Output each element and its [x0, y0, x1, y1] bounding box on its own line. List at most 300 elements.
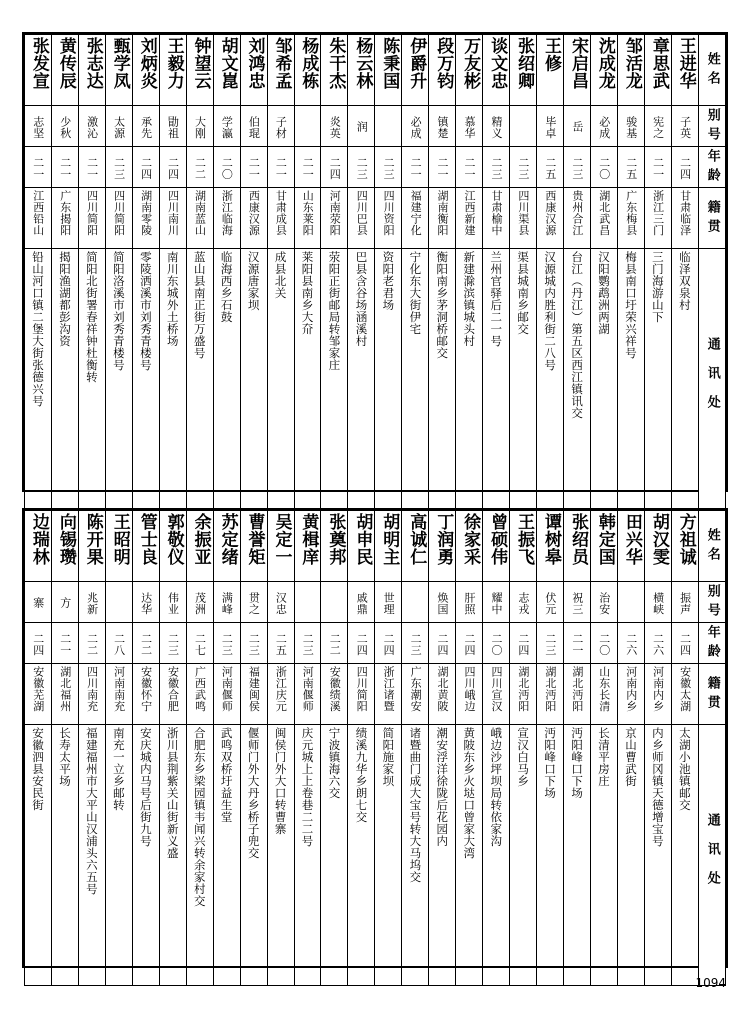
- cell-content: [295, 249, 321, 509]
- cell-content: [483, 664, 509, 724]
- cell-text: 河南内乡: [651, 666, 665, 712]
- cell-text: 润: [355, 121, 369, 133]
- cell-content: [348, 623, 374, 663]
- cell-content: [241, 511, 267, 581]
- cell-name: [510, 35, 537, 106]
- cell-native: [483, 664, 510, 725]
- cell-content: [375, 725, 401, 985]
- cell-text: 二四: [355, 632, 369, 656]
- cell-alias: [240, 582, 267, 623]
- header-text: 姓名: [704, 52, 720, 90]
- cell-content: [106, 511, 132, 581]
- cell-content: [187, 249, 213, 509]
- cell-address: [240, 725, 267, 986]
- cell-content: [375, 249, 401, 509]
- cell-text: 二四: [436, 632, 450, 656]
- cell-content: [241, 725, 267, 985]
- cell-age: [402, 623, 429, 664]
- cell-alias: [267, 582, 294, 623]
- cell-content: [241, 623, 267, 663]
- cell-alias: [429, 582, 456, 623]
- cell-content: [456, 664, 482, 724]
- cell-alias: [456, 582, 483, 623]
- cell-native: [564, 188, 591, 249]
- cell-text: 伟业: [166, 591, 180, 615]
- cell-alias: [186, 106, 213, 147]
- cell-text: 二二: [85, 632, 99, 656]
- cell-name: [591, 511, 618, 582]
- cell-content: [106, 623, 132, 663]
- cell-text: 四川南充: [85, 666, 99, 712]
- cell-content: [106, 35, 132, 105]
- cell-alias: [78, 582, 105, 623]
- cell-content: [510, 249, 536, 509]
- cell-alias: [105, 106, 132, 147]
- header-content: [699, 188, 725, 248]
- cell-native: [564, 664, 591, 725]
- cell-content: [106, 249, 132, 509]
- cell-age: [591, 623, 618, 664]
- cell-content: [375, 35, 401, 105]
- cell-content: [241, 582, 267, 622]
- cell-native: [294, 664, 321, 725]
- cell-text: 二三: [409, 632, 423, 656]
- cell-native: [240, 188, 267, 249]
- cell-text: 刘鸿忠: [244, 37, 265, 90]
- cell-content: [241, 249, 267, 509]
- cell-text: 山东莱阳: [301, 190, 315, 236]
- cell-content: [537, 147, 563, 187]
- cell-text: 黄传辰: [55, 37, 76, 90]
- cell-text: 潮安浮洋徐陇后花园内: [435, 727, 450, 847]
- cell-alias: [564, 582, 591, 623]
- cell-text: 大刚: [193, 115, 207, 139]
- cell-name: [564, 511, 591, 582]
- cell-address: [213, 725, 240, 986]
- cell-age: [213, 623, 240, 664]
- cell-content: [402, 35, 428, 105]
- cell-text: 高诚仁: [406, 513, 427, 566]
- cell-alias: [617, 106, 644, 147]
- cell-content: [456, 249, 482, 509]
- cell-name: [591, 35, 618, 106]
- cell-content: [25, 188, 51, 248]
- cell-text: 杨成栋: [298, 37, 319, 90]
- cell-text: 二三: [355, 156, 369, 180]
- cell-content: [295, 106, 321, 146]
- cell-content: [510, 511, 536, 581]
- cell-text: 满峰: [220, 591, 234, 615]
- cell-content: [321, 664, 347, 724]
- cell-content: [483, 725, 509, 985]
- cell-address: [617, 249, 644, 510]
- cell-address: [644, 249, 671, 510]
- cell-content: [187, 147, 213, 187]
- cell-name: [78, 35, 105, 106]
- cell-text: 二一: [463, 156, 476, 180]
- cell-text: 胡文崑: [217, 37, 238, 90]
- cell-content: [645, 188, 671, 248]
- cell-age: [375, 147, 402, 188]
- cell-content: [79, 188, 105, 248]
- cell-text: 二三: [220, 632, 234, 656]
- cell-text: 偃师门外大丹乡桥子兜交: [246, 727, 261, 859]
- row-names: [25, 35, 726, 106]
- cell-name: [429, 511, 456, 582]
- cell-native: [213, 188, 240, 249]
- cell-text: 蓝山县南正街万盛号: [192, 251, 207, 359]
- cell-address: [105, 249, 132, 510]
- cell-text: 丁润勇: [433, 513, 454, 566]
- cell-text: 二四: [139, 156, 153, 180]
- cell-name: [456, 35, 483, 106]
- cell-native: [537, 664, 564, 725]
- cell-native: [617, 664, 644, 725]
- cell-text: 台江（丹江）第五区西江镇讯交: [570, 251, 585, 419]
- cell-text: 徐家采: [460, 513, 481, 566]
- cell-name: [213, 35, 240, 106]
- cell-text: 焕国: [436, 591, 450, 615]
- cell-address: [510, 725, 537, 986]
- cell-native: [78, 188, 105, 249]
- cell-alias: [105, 582, 132, 623]
- cell-text: 四川简阳: [112, 190, 126, 236]
- cell-alias: [402, 582, 429, 623]
- cell-content: [591, 147, 617, 187]
- cell-content: [214, 249, 240, 509]
- cell-native: [294, 188, 321, 249]
- cell-text: 振声: [678, 591, 692, 615]
- cell-content: [295, 664, 321, 724]
- cell-text: 二七: [193, 632, 207, 656]
- cell-native: [644, 188, 671, 249]
- cell-content: [187, 582, 213, 622]
- header-alias: [698, 106, 725, 147]
- cell-age: [294, 147, 321, 188]
- cell-text: 三门海游山下: [650, 251, 665, 323]
- cell-text: 太源: [112, 115, 126, 139]
- header-text: 年龄: [704, 149, 720, 187]
- cell-age: [644, 147, 671, 188]
- cell-address: [321, 249, 348, 510]
- cell-text: 河南偃师: [301, 666, 315, 712]
- cell-content: [645, 35, 671, 105]
- cell-content: [456, 623, 482, 663]
- cell-content: [214, 147, 240, 187]
- cell-text: 西康汉源: [247, 190, 261, 236]
- cell-alias: [240, 106, 267, 147]
- cell-address: [456, 725, 483, 986]
- cell-name: [51, 35, 78, 106]
- cell-alias: [644, 106, 671, 147]
- cell-text: 广东潮安: [409, 666, 423, 712]
- cell-content: [402, 249, 428, 509]
- cell-text: 二八: [112, 632, 126, 656]
- cell-text: 广东揭阳: [58, 190, 72, 236]
- cell-content: [187, 511, 213, 581]
- cell-text: 临海西乡石鼓: [219, 251, 234, 323]
- cell-content: [133, 623, 159, 663]
- cell-text: 简阳洛溪市刘秀青楼号: [111, 251, 126, 371]
- cell-text: 茂洲: [193, 591, 207, 615]
- cell-content: [618, 725, 644, 985]
- cell-content: [321, 106, 347, 146]
- cell-text: 子英: [678, 115, 692, 139]
- cell-address: [375, 249, 402, 510]
- cell-content: [133, 582, 159, 622]
- cell-content: [564, 511, 590, 581]
- cell-content: [348, 511, 374, 581]
- cell-age: [25, 623, 52, 664]
- cell-name: [348, 35, 375, 106]
- cell-address: [186, 249, 213, 510]
- cell-content: [402, 147, 428, 187]
- cell-text: 伏元: [543, 591, 557, 615]
- header-age: [698, 623, 725, 664]
- cell-age: [483, 147, 510, 188]
- cell-content: [295, 188, 321, 248]
- cell-content: [537, 664, 563, 724]
- cell-age: [564, 147, 591, 188]
- header-content: [699, 664, 725, 724]
- cell-text: 浙江诸暨: [382, 666, 396, 712]
- cell-text: 湖北沔阳: [543, 666, 557, 712]
- cell-address: [429, 725, 456, 986]
- cell-text: 二一: [409, 156, 423, 180]
- cell-age: [294, 623, 321, 664]
- cell-age: [375, 623, 402, 664]
- cell-content: [537, 35, 563, 105]
- cell-text: 朱干杰: [325, 37, 346, 90]
- cell-text: 陈开果: [82, 513, 103, 566]
- header-content: [699, 725, 725, 985]
- cell-address: [591, 249, 618, 510]
- cell-address: [537, 249, 564, 510]
- cell-text: 资阳老君场: [381, 251, 396, 311]
- header-text: 通讯处: [704, 336, 720, 424]
- cell-native: [186, 664, 213, 725]
- cell-content: [402, 511, 428, 581]
- cell-text: 长清平房庄: [597, 727, 612, 787]
- cell-alias: [321, 582, 348, 623]
- cell-content: [52, 35, 78, 105]
- cell-content: [510, 35, 536, 105]
- cell-age: [429, 147, 456, 188]
- cell-content: [537, 623, 563, 663]
- cell-age: [483, 623, 510, 664]
- cell-content: [672, 249, 698, 509]
- cell-address: [591, 725, 618, 986]
- cell-text: 精义: [489, 115, 503, 139]
- cell-content: [295, 147, 321, 187]
- cell-address: [348, 725, 375, 986]
- cell-alias: [510, 106, 537, 147]
- cell-text: 浙江三门: [651, 190, 665, 236]
- cell-content: [268, 147, 294, 187]
- cell-content: [25, 582, 51, 622]
- cell-text: 骏基: [624, 115, 638, 139]
- cell-text: 四川渠县: [516, 190, 530, 236]
- cell-native: [213, 664, 240, 725]
- cell-content: [456, 106, 482, 146]
- cell-content: [564, 249, 590, 509]
- cell-content: [187, 623, 213, 663]
- cell-native: [267, 188, 294, 249]
- row-aliases: [25, 106, 726, 147]
- cell-text: 渠县城南乡邮交: [516, 251, 531, 335]
- cell-native: [25, 188, 52, 249]
- cell-content: [79, 147, 105, 187]
- cell-text: 刘炳炎: [136, 37, 157, 90]
- cell-text: 太湖小池镇邮交: [677, 727, 692, 811]
- cell-name: [240, 511, 267, 582]
- cell-text: 贯之: [247, 591, 261, 615]
- cell-text: 二一: [274, 156, 288, 180]
- cell-content: [564, 188, 590, 248]
- cell-name: [321, 35, 348, 106]
- cell-text: 宁波镇海六交: [327, 727, 342, 799]
- cell-age: [132, 623, 159, 664]
- cell-text: 安徽绩溪: [328, 666, 342, 712]
- cell-content: [241, 147, 267, 187]
- cell-text: 谭树皋: [541, 513, 561, 566]
- cell-age: [105, 623, 132, 664]
- cell-content: [348, 106, 374, 146]
- cell-text: 王毅力: [163, 37, 184, 90]
- cell-content: [618, 664, 644, 724]
- cell-address: [25, 725, 52, 986]
- cell-alias: [132, 106, 159, 147]
- cell-alias: [456, 106, 483, 147]
- cell-content: [483, 511, 509, 581]
- cell-content: [510, 188, 536, 248]
- cell-native: [510, 188, 537, 249]
- cell-text: 激沁: [85, 115, 99, 139]
- cell-content: [295, 582, 321, 622]
- cell-address: [483, 249, 510, 510]
- cell-alias: [294, 582, 321, 623]
- cell-content: [645, 725, 671, 985]
- cell-content: [268, 35, 294, 105]
- cell-content: [79, 582, 105, 622]
- cell-name: [213, 511, 240, 582]
- cell-native: [78, 664, 105, 725]
- cell-content: [510, 623, 536, 663]
- cell-content: [456, 147, 482, 187]
- cell-text: 河南荥阳: [328, 190, 342, 236]
- cell-text: 耀中: [489, 591, 503, 615]
- cell-alias: [25, 582, 52, 623]
- cell-text: 邹希孟: [271, 37, 292, 90]
- cell-text: 合肥东乡梁园镇韦闻兴转余家村交: [192, 727, 207, 907]
- row-natives: [25, 188, 726, 249]
- cell-text: 四川资阳: [382, 190, 396, 236]
- cell-text: 浙江庆元: [274, 666, 288, 712]
- cell-content: [645, 664, 671, 724]
- cell-text: 江西新建: [463, 190, 476, 236]
- cell-native: [591, 188, 618, 249]
- cell-content: [133, 147, 159, 187]
- cell-content: [537, 582, 563, 622]
- cell-alias: [402, 106, 429, 147]
- cell-text: 二一: [247, 156, 261, 180]
- cell-content: [348, 249, 374, 509]
- cell-native: [591, 664, 618, 725]
- cell-age: [105, 147, 132, 188]
- cell-text: 贵州合江: [570, 190, 584, 236]
- cell-text: 二四: [382, 632, 396, 656]
- cell-content: [429, 725, 455, 985]
- cell-alias: [375, 582, 402, 623]
- cell-content: [537, 511, 563, 581]
- cell-age: [159, 623, 186, 664]
- row-ages: [25, 147, 726, 188]
- cell-content: [402, 725, 428, 985]
- cell-age: [510, 623, 537, 664]
- cell-text: 二二: [139, 632, 153, 656]
- cell-name: [132, 511, 159, 582]
- cell-content: [591, 106, 617, 146]
- cell-native: [132, 664, 159, 725]
- cell-content: [268, 664, 294, 724]
- cell-address: [213, 249, 240, 510]
- cell-name: [25, 35, 52, 106]
- cell-text: 四川峨边: [463, 666, 476, 712]
- cell-content: [672, 188, 698, 248]
- cell-content: [133, 106, 159, 146]
- cell-name: [186, 35, 213, 106]
- cell-native: [159, 188, 186, 249]
- cell-text: 二三: [489, 156, 503, 180]
- cell-content: [402, 664, 428, 724]
- cell-content: [133, 188, 159, 248]
- cell-content: [402, 106, 428, 146]
- cell-native: [25, 664, 52, 725]
- cell-text: 安庆城内马号后街九号: [138, 727, 153, 847]
- cell-content: [214, 511, 240, 581]
- cell-text: 湖北福州: [58, 666, 72, 712]
- cell-content: [160, 664, 186, 724]
- header-text: 通讯处: [704, 812, 720, 900]
- cell-age: [51, 147, 78, 188]
- cell-text: 河南偃师: [220, 666, 234, 712]
- cell-alias: [348, 106, 375, 147]
- cell-text: 二一: [58, 156, 72, 180]
- cell-content: [456, 511, 482, 581]
- cell-name: [267, 35, 294, 106]
- cell-text: 黄陂东乡火垯口曾家大湾: [462, 727, 477, 859]
- cell-address: [186, 725, 213, 986]
- cell-text: 安徽合肥: [166, 666, 180, 712]
- cell-content: [214, 35, 240, 105]
- cell-text: 二四: [166, 156, 180, 180]
- cell-age: [348, 147, 375, 188]
- cell-age: [591, 147, 618, 188]
- cell-text: 四川南川: [166, 190, 180, 236]
- cell-text: 王昭明: [109, 513, 130, 566]
- cell-native: [537, 188, 564, 249]
- cell-content: [214, 725, 240, 985]
- cell-content: [52, 725, 78, 985]
- cell-content: [510, 725, 536, 985]
- cell-text: 二三: [301, 632, 315, 656]
- header-text: 别号: [704, 108, 720, 146]
- cell-text: 张奠邦: [325, 513, 346, 566]
- cell-name: [564, 35, 591, 106]
- cell-content: [618, 147, 644, 187]
- cell-content: [618, 511, 644, 581]
- cell-content: [79, 249, 105, 509]
